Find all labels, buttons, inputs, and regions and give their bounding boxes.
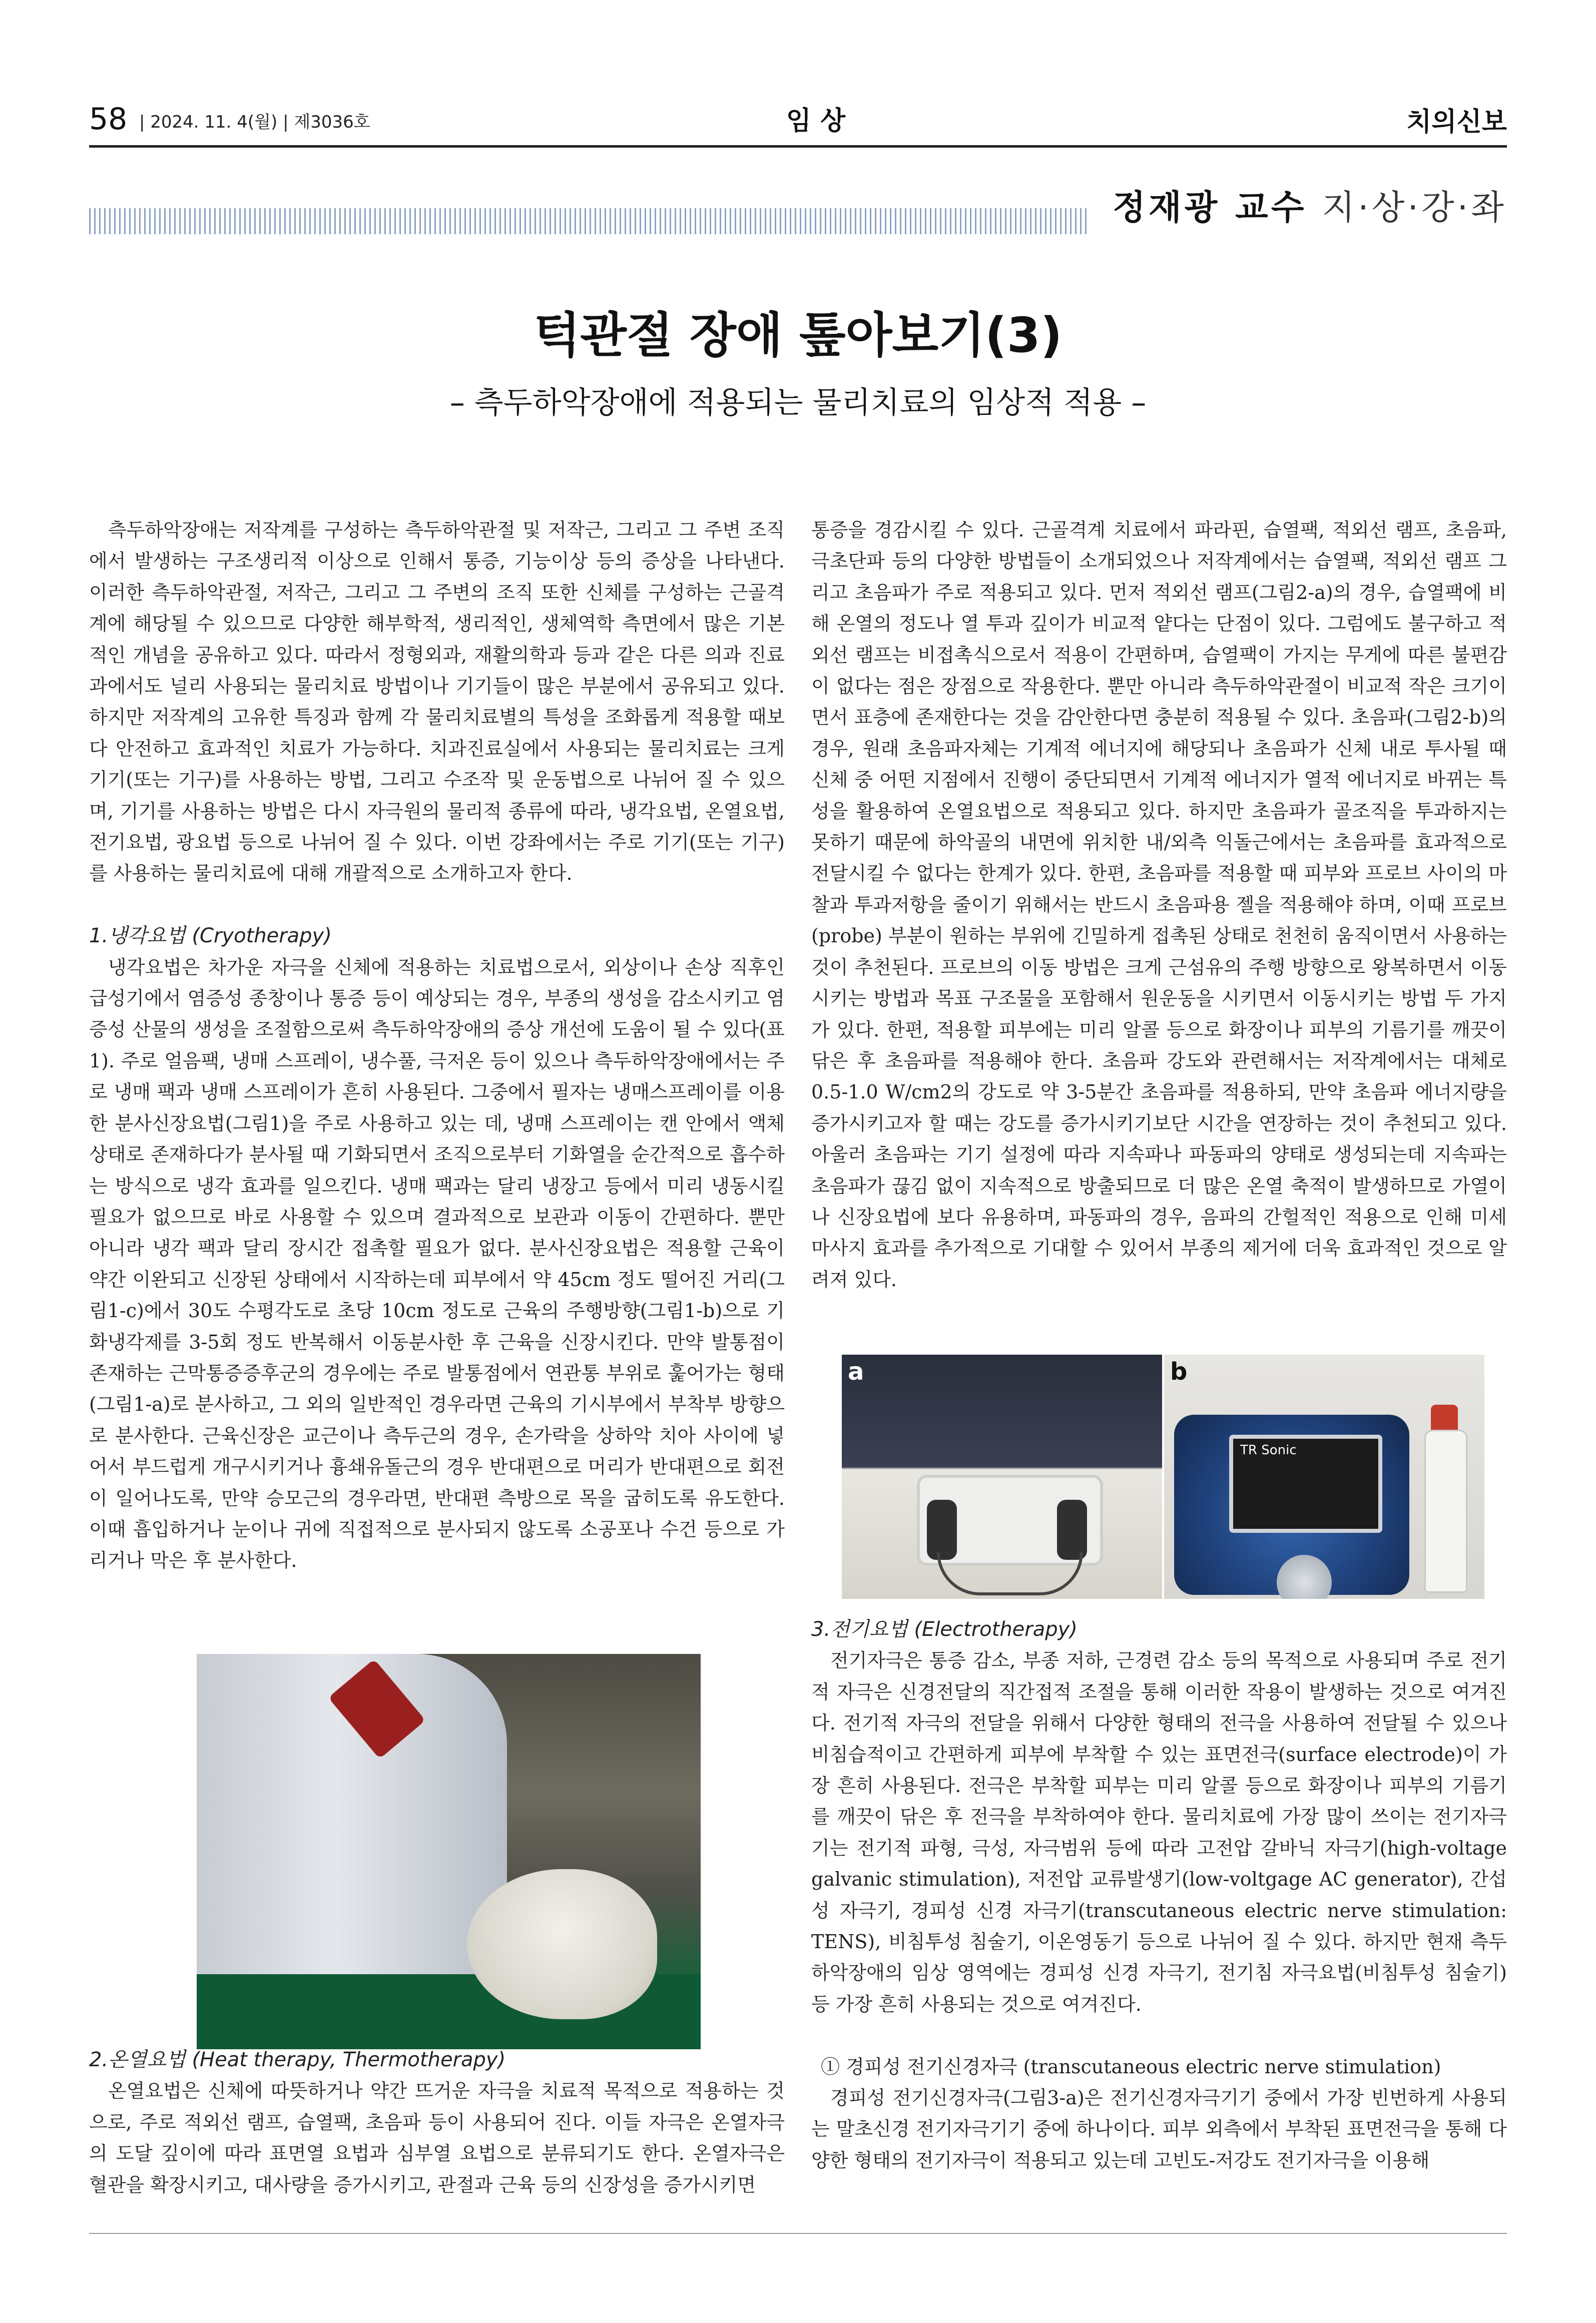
intro-paragraph: 측두하악장애는 저작계를 구성하는 측두하악관절 및 저작근, 그리고 그 주변 조직에서 발생하는 구조생리적 이상으로 인해서 통증, 기능이상 등의 증상을 나타낸다. 이러한 측두하악관절, 저작근, 그리고 그 주변의 조직 또한 신체를 구성하는 근골격계에 해당될 수 있으므로 다양한 해부학적, 생리적인, 생체역학 측면에서 많은 기본적인 개념을 공유하고 있다. 따라서 정형외과, 재활의학과 등과 같은 다른 의과 진료과에서도 널리 사용되는 물리치료 방법이나 기기들이 많은 부분에서 공유되고 있다. 하지만 저작계의 고유한 특징과 함께 각 물리치료별의 특성을 조화롭게 적용할 때보다 안전하고 효과적인 치료가 가능하다. 치과진료실에서 사용되는 물리치료는 크게 기기(또는 기구)를 사용하는 방법, 그리고 수조작 및 운동법으로 나뉘어 질 수 있으며, 기기를 사용하는 방법은 다시 자극원의 물리적 종류에 따라, 냉각요법, 온열요법, 전기요법, 광요법 등으로 나뉘어 질 수 있다. 이번 강좌에서는 주로 기기(또는 기구)를 사용하는 물리치료에 대해 개괄적으로 소개하고자 한다.	[89, 519, 785, 885]
series-pattern-bar	[89, 208, 1090, 234]
gloved-hand	[467, 1869, 657, 2019]
author-name: 정재광 교수	[1113, 188, 1307, 228]
lamp-cable	[937, 1552, 1083, 1595]
series-name: 지·상·강·좌	[1322, 188, 1507, 228]
section-heading-electrotherapy: 3.전기요법 (Electrotherapy)	[811, 1618, 1078, 1641]
left-column-lower	[89, 2044, 785, 2200]
tens-paragraph: 경피성 전기신경자극(그림3-a)은 전기신경자극기기 중에서 가장 빈번하게 사용되는 말초신경 전기자극기기 중에 하나이다. 피부 외측에서 부착된 표면전극을 통해 다양한 형태의 전기자극이 적용되고 있는데 고빈도-저강도 전기자극을 이용해	[811, 2087, 1507, 2171]
right-column-lower	[811, 1614, 1507, 2176]
lamp-left	[927, 1500, 957, 1560]
figure-2b-ultrasound-device-photo	[1164, 1355, 1484, 1599]
issue-date: | 2024. 11. 4(월) | 제3036호	[139, 112, 370, 132]
subsection-heading-tens: ① 경피성 전기신경자극 (transcutaneous electric nerve stimulation)	[821, 2055, 1441, 2078]
cryotherapy-paragraph: 냉각요법은 차가운 자극을 신체에 적용하는 치료법으로서, 외상이나 손상 직후인 급성기에서 염증성 종창이나 통증 등이 예상되는 경우, 부종의 생성을 감소시키고 염증성 산물의 생성을 조절함으로써 측두하악장애의 증상 개선에 도움이 될 수 있다(표 1). 주로 얼음팩, 냉매 스프레이, 냉수풀, 극저온 등이 있으나 측두하악장애에서는 주로 냉매 팩과 냉매 스프레이가 흔히 사용된다. 그중에서 필자는 냉매스프레이를 이용한 분사신장요법(그림1)을 주로 사용하고 있는 데, 냉매 스프레이는 캔 안에서 액체 상태로 존재하다가 분사될 때 기화되면서 조직으로부터 기화열을 순간적으로 흡수하는 방식으로 냉각 효과를 일으킨다. 냉매 팩과는 달리 냉장고 등에서 미리 냉동시킬 필요가 없으므로 바로 사용할 수 있으며 결과적으로 보관과 이동이 간편하다. 뿐만 아니라 냉각 팩과 달리 장시간 접촉할 필요가 없다. 분사신장요법은 적용할 근육이 약간 이완되고 신장된 상태에서 시작하는데 피부에서 약 45cm 정도 떨어진 거리(그림1-c)에서 30도 수평각도로 초당 10cm 정도로 근육의 주행방향(그림1-b)으로 기화냉각제를 3-5회 정도 반복해서 이동분사한 후 근육을 신장시킨다. 만약 발통점이 존재하는 근막통증증후군의 경우에는 주로 발통점에서 연관통 부위로 훑어가는 형태(그림1-a)로 분사하고, 그 외의 일반적인 경우라면 근육의 기시부에서 부착부 방향으로 분사한다. 근육신장은 교근이나 측두근의 경우, 손가락을 상하악 치아 사이에 넣어서 부드럽게 개구시키거나 흉쇄유돌근의 경우 반대편으로 머리가 반대편으로 회전이 일어나도록, 만약 승모근의 경우라면, 반대편 측방으로 목을 굽히도록 유도한다. 이때 흡입하거나 눈이나 귀에 직접적으로 분사되지 않도록 소공포나 수건 등으로 가리거나 막은 후 분사한다.	[89, 956, 785, 1572]
figure-2a-label: a	[848, 1358, 864, 1386]
page-number: 58	[89, 102, 128, 137]
lamp-right	[1057, 1500, 1087, 1560]
section-heading-thermotherapy: 2.온열요법 (Heat therapy, Thermotherapy)	[89, 2048, 506, 2071]
device-brand: TR Sonic	[1240, 1443, 1297, 1458]
device-knob	[1277, 1555, 1332, 1599]
figure-2b-label: b	[1170, 1358, 1188, 1386]
thermotherapy-paragraph: 온열요법은 신체에 따뜻하거나 약간 뜨거운 자극을 치료적 목적으로 적용하는 것으로, 주로 적외선 램프, 습열팩, 초음파 등이 사용되어 진다. 이들 자극은 온열자극의 도달 깊이에 따라 표면열 요법과 심부열 요법으로 분류되기도 한다. 온열자극은 혈관을 확장시키고, 대사량을 증가시키고, 관절과 근육 등의 신장성을 증가시키면	[89, 2080, 785, 2196]
electrotherapy-paragraph: 전기자극은 통증 감소, 부종 저하, 근경련 감소 등의 목적으로 사용되며 주로 전기적 자극은 신경전달의 직간접적 조절을 통해 이러한 작용이 발생하는 것으로 여겨진다. 전기적 자극의 전달을 위해서 다양한 형태의 전극을 사용하여 전달될 수 있으나 비침습적이고 간편하게 피부에 부착할 수 있는 표면전극(surface electrode)이 가장 흔히 사용된다. 전극은 부착할 피부는 미리 알콜 등으로 화장이나 피부의 기름기를 깨끗이 닦은 후 전극을 부착하여야 한다. 물리치료에 가장 많이 쓰이는 전기자극기는 전기적 파형, 극성, 자극범위 등에 따라 고전압 갈바닉 자극기(high-voltage galvanic stimulation), 저전압 교류발생기(low-voltgage AC generator), 간섭성 자극기, 경피성 신경 자극기(transcutaneous electric nerve stimulation: TENS), 비침투성 침술기, 이온영동기 등으로 나뉘어 질 수 있다. 하지만 현재 측두하악장애의 임상 영역에는 경피성 신경 자극기, 전기침 자극요법(비침투성 침술기) 등 가장 흔히 사용되는 것으로 여겨진다.	[811, 1649, 1507, 2015]
thermotherapy-continued-paragraph: 통증을 경감시킬 수 있다. 근골격계 치료에서 파라핀, 습열팩, 적외선 램프, 초음파, 극초단파 등의 다양한 방법들이 소개되었으나 저작계에서는 습열팩, 적외선 램프 그리고 초음파가 주로 적용되고 있다. 먼저 적외선 램프(그림2-a)의 경우, 습열팩에 비해 온열의 정도나 열 투과 깊이가 비교적 얕다는 단점이 있다. 그럼에도 불구하고 적외선 램프는 비접촉식으로서 적용이 간편하며, 습열팩이 가지는 무게에 따른 불편감이 없다는 점은 장점으로 작용한다. 뿐만 아니라 측두하악관절이 비교적 작은 크기이면서 표층에 존재한다는 것을 감안한다면 충분히 적용될 수 있다. 초음파(그림2-b)의 경우, 원래 초음파자체는 기계적 에너지에 해당되나 초음파가 신체 내로 투사될 때 신체 중 어떤 지점에서 진행이 중단되면서 기계적 에너지가 열적 에너지로 바뀌는 특성을 활용하여 온열요법으로 적용되고 있다. 하지만 초음파가 골조직을 투과하지는 못하기 때문에 하악골의 내면에 위치한 내/외측 익돌근에서는 초음파를 효과적으로 전달시킬 수 없다는 한계가 있다. 한편, 초음파를 적용할 때 피부와 프로브 사이의 마찰과 투과저항을 줄이기 위해서는 반드시 초음파용 젤을 적용해야 하며, 이때 프로브 (probe) 부분이 원하는 부위에 긴밀하게 접촉된 상태로 천천히 움직이면서 사용하는 것이 추천된다. 프로브의 이동 방법은 크게 근섬유의 주행 방향으로 왕복하면서 이동시키는 방법과 목표 구조물을 포함해서 원운동을 시키면서 이동시키는 방법 두 가지가 있다. 한편, 적용할 피부에는 미리 알콜 등으로 화장이나 피부의 기름기를 깨끗이 닦은 후 초음파를 적용해야 한다. 초음파 강도와 관련해서는 저작계에서는 대체로 0.5-1.0 W/cm2의 강도로 약 3-5분간 초음파를 적용하되, 만약 초음파 에너지량을 증가시키고자 할 때는 강도를 증가시키기보단 시간을 연장하는 것이 추천되고 있다. 아울러 초음파는 기기 설정에 따라 지속파나 파동파의 양태로 생성되는데 지속파는 초음파가 끊김 없이 지속적으로 방출되므로 더 많은 온열 축적이 발생하므로 가열이나 신장요법에 보다 유용하며, 파동파의 경우, 음파의 간헐적인 적용으로 인해 미세마사지 효과를 추가적으로 기대할 수 있어서 부종의 제거에 더욱 효과적인 것으로 알려져 있다.	[811, 519, 1507, 1291]
left-column	[89, 514, 785, 1576]
right-column	[811, 514, 1507, 1295]
series-title	[1113, 188, 1507, 228]
device-screen	[1229, 1435, 1382, 1533]
footer-divider	[89, 2233, 1507, 2234]
gel-bottle	[1424, 1430, 1467, 1593]
ultrasound-device	[1174, 1415, 1409, 1595]
section-heading-cryotherapy: 1.냉각요법 (Cryotherapy)	[89, 924, 332, 948]
figure-1-spray-photo	[197, 1654, 701, 2049]
figure-2a-infrared-lamp-photo	[842, 1355, 1162, 1599]
article-subtitle: – 측두하악장애에 적용되는 물리치료의 임상적 적용 –	[449, 385, 1147, 420]
newspaper-logo: 치의신보	[1406, 107, 1507, 137]
header-divider	[89, 145, 1507, 148]
section-title: 임 상	[786, 106, 846, 136]
article-title: 턱관절 장애 톺아보기(3)	[534, 307, 1062, 363]
